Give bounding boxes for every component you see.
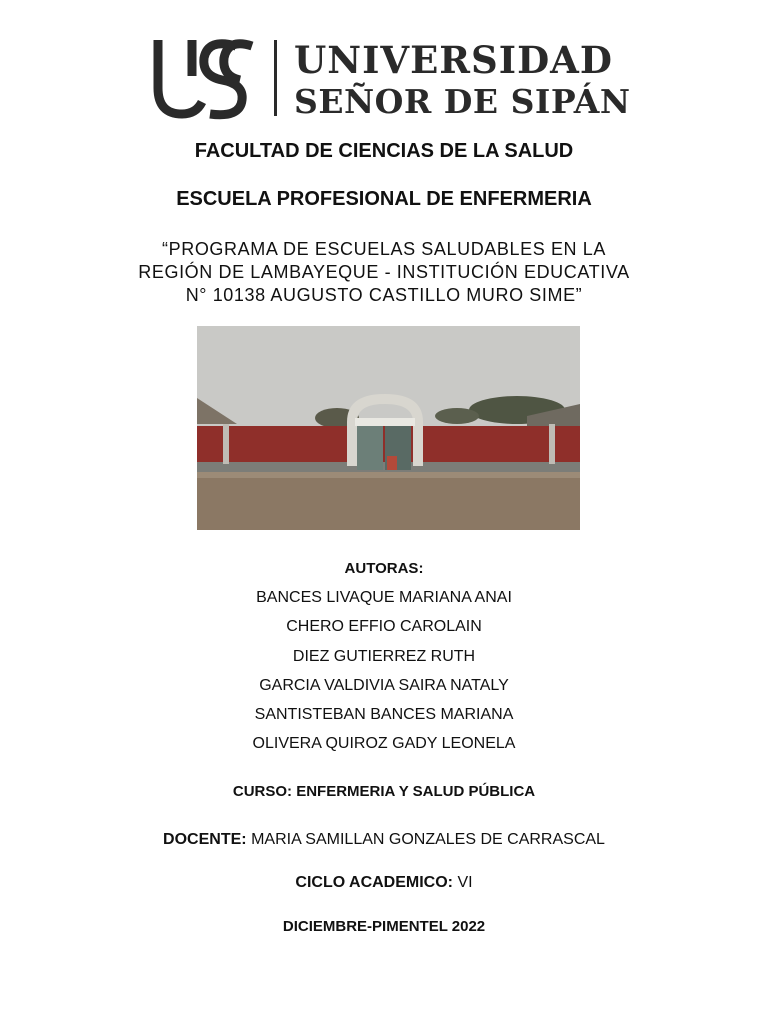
- cycle-value: VI: [457, 874, 473, 891]
- uss-logo-icon: [148, 36, 258, 122]
- project-title-line-3: N° 10138 AUGUSTO CASTILLO MURO SIME”: [185, 285, 583, 305]
- logo-wordmark: [294, 36, 631, 121]
- teacher-name: MARIA SAMILLAN GONZALES DE CARRASCAL: [251, 831, 605, 848]
- school-title: ESCUELA PROFESIONAL DE ENFERMERIA: [176, 188, 592, 210]
- author-3: DIEZ GUTIERREZ RUTH: [292, 648, 476, 665]
- cycle-line: [0, 874, 768, 892]
- project-title: [0, 238, 768, 307]
- photo-illustration: [197, 326, 580, 530]
- university-logo: [148, 36, 631, 124]
- teacher-label: DOCENTE:: [163, 831, 247, 848]
- logo-line-universidad: UNIVERSIDAD: [294, 38, 613, 82]
- school-entrance-photo: [197, 326, 580, 530]
- project-title-line-1: “PROGRAMA DE ESCUELAS SALUDABLES EN LA: [162, 239, 606, 259]
- logo-divider: [274, 40, 277, 116]
- authors-label: AUTORAS:: [344, 560, 424, 577]
- logo-line-senor-de-sipan: SEÑOR DE SIPÁN: [294, 82, 631, 121]
- date-place: DICIEMBRE-PIMENTEL 2022: [282, 918, 486, 935]
- author-6: OLIVERA QUIROZ GADY LEONELA: [252, 735, 516, 752]
- course-line: CURSO: ENFERMERIA Y SALUD PÚBLICA: [232, 783, 536, 800]
- author-5: SANTISTEBAN BANCES MARIANA: [254, 706, 514, 723]
- teacher-line: [0, 831, 768, 849]
- cycle-label: CICLO ACADEMICO:: [295, 874, 454, 891]
- author-4: GARCIA VALDIVIA SAIRA NATALY: [259, 677, 509, 694]
- author-1: BANCES LIVAQUE MARIANA ANAI: [256, 589, 512, 606]
- author-2: CHERO EFFIO CAROLAIN: [286, 618, 482, 635]
- faculty-title: FACULTAD DE CIENCIAS DE LA SALUD: [194, 140, 574, 162]
- project-title-line-2: REGIÓN DE LAMBAYEQUE - INSTITUCIÓN EDUCATIVA: [138, 262, 630, 282]
